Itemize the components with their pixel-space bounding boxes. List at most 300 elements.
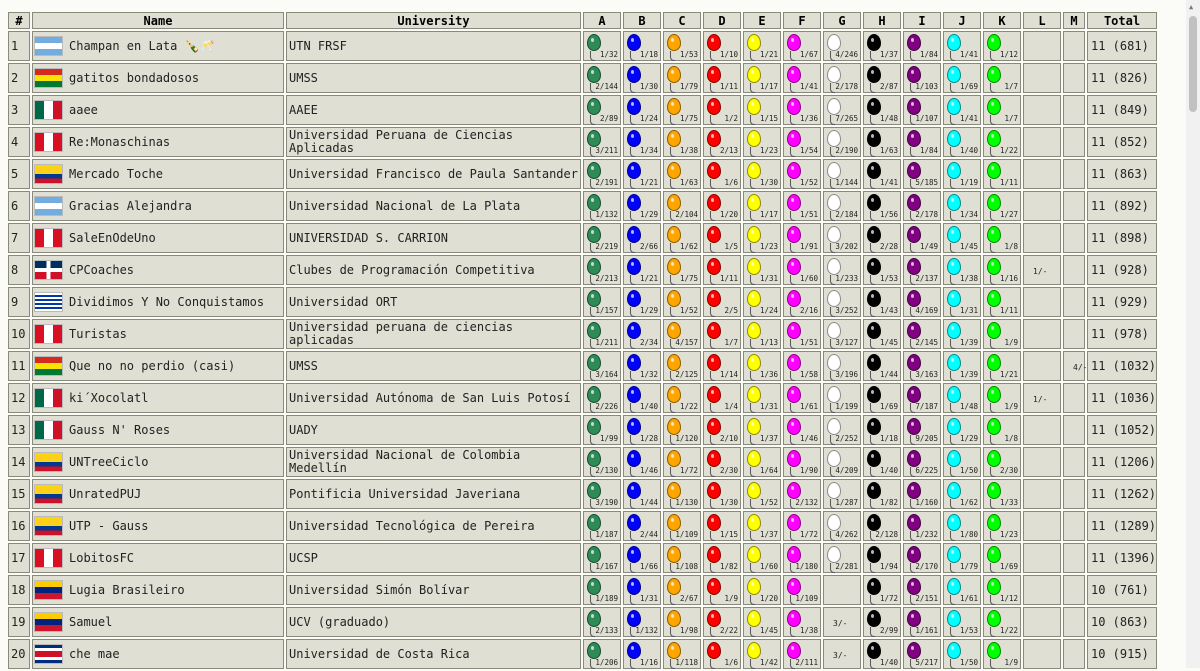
problem-cell-h[interactable] — [863, 415, 901, 445]
problem-cell-h[interactable] — [863, 575, 901, 605]
problem-cell-m[interactable] — [1063, 607, 1085, 637]
problem-cell-g[interactable] — [823, 191, 861, 221]
problem-cell-c[interactable] — [663, 127, 701, 157]
problem-cell-i[interactable] — [903, 159, 941, 189]
problem-cell-m[interactable] — [1063, 223, 1085, 253]
problem-cell-g[interactable] — [823, 159, 861, 189]
problem-cell-h[interactable] — [863, 319, 901, 349]
problem-cell-m[interactable] — [1063, 63, 1085, 93]
problem-cell-k[interactable] — [983, 223, 1021, 253]
problem-cell-h[interactable] — [863, 351, 901, 381]
problem-cell-l[interactable] — [1023, 159, 1061, 189]
problem-cell-e[interactable] — [743, 287, 781, 317]
problem-cell-i[interactable] — [903, 63, 941, 93]
problem-cell-c[interactable] — [663, 511, 701, 541]
problem-cell-e[interactable] — [743, 447, 781, 477]
problem-cell-g[interactable] — [823, 95, 861, 125]
problem-cell-m[interactable] — [1063, 319, 1085, 349]
problem-cell-c[interactable] — [663, 95, 701, 125]
problem-cell-l[interactable] — [1023, 255, 1061, 285]
problem-cell-b[interactable] — [623, 95, 661, 125]
problem-cell-k[interactable] — [983, 351, 1021, 381]
problem-cell-c[interactable] — [663, 639, 701, 669]
problem-cell-m[interactable] — [1063, 95, 1085, 125]
problem-cell-j[interactable] — [943, 575, 981, 605]
problem-cell-h[interactable] — [863, 191, 901, 221]
problem-cell-j[interactable] — [943, 415, 981, 445]
problem-header-f[interactable]: F — [783, 12, 821, 29]
problem-cell-f[interactable] — [783, 607, 821, 637]
problem-cell-b[interactable] — [623, 63, 661, 93]
problem-cell-e[interactable] — [743, 127, 781, 157]
problem-cell-j[interactable] — [943, 351, 981, 381]
problem-cell-m[interactable] — [1063, 255, 1085, 285]
problem-cell-j[interactable] — [943, 543, 981, 573]
problem-cell-a[interactable] — [583, 543, 621, 573]
problem-cell-i[interactable] — [903, 479, 941, 509]
problem-cell-j[interactable] — [943, 95, 981, 125]
problem-cell-g[interactable] — [823, 479, 861, 509]
team-name[interactable]: Samuel — [69, 615, 113, 629]
problem-cell-d[interactable] — [703, 607, 741, 637]
problem-cell-f[interactable] — [783, 159, 821, 189]
team-name[interactable]: LobitosFC — [69, 551, 135, 565]
problem-cell-l[interactable] — [1023, 543, 1061, 573]
problem-cell-k[interactable] — [983, 511, 1021, 541]
team-name[interactable]: CPCoaches — [69, 263, 135, 277]
problem-cell-h[interactable] — [863, 383, 901, 413]
problem-cell-i[interactable] — [903, 607, 941, 637]
problem-cell-a[interactable] — [583, 479, 621, 509]
problem-cell-f[interactable] — [783, 319, 821, 349]
problem-cell-k[interactable] — [983, 479, 1021, 509]
problem-cell-c[interactable] — [663, 319, 701, 349]
team-name[interactable]: Mercado Toche — [69, 167, 163, 181]
problem-cell-e[interactable] — [743, 511, 781, 541]
team-name[interactable]: Que no no perdio (casi) — [69, 359, 236, 373]
problem-cell-l[interactable] — [1023, 575, 1061, 605]
problem-cell-i[interactable] — [903, 575, 941, 605]
problem-cell-e[interactable] — [743, 639, 781, 669]
problem-cell-j[interactable] — [943, 639, 981, 669]
problem-cell-k[interactable] — [983, 63, 1021, 93]
problem-cell-d[interactable] — [703, 543, 741, 573]
problem-cell-i[interactable] — [903, 191, 941, 221]
problem-cell-j[interactable] — [943, 607, 981, 637]
problem-cell-d[interactable] — [703, 511, 741, 541]
problem-cell-i[interactable] — [903, 447, 941, 477]
problem-cell-j[interactable] — [943, 127, 981, 157]
problem-cell-i[interactable] — [903, 319, 941, 349]
problem-cell-k[interactable] — [983, 127, 1021, 157]
problem-cell-j[interactable] — [943, 287, 981, 317]
problem-cell-d[interactable] — [703, 63, 741, 93]
problem-cell-b[interactable] — [623, 159, 661, 189]
problem-cell-f[interactable] — [783, 223, 821, 253]
problem-cell-f[interactable] — [783, 31, 821, 61]
problem-cell-g[interactable] — [823, 223, 861, 253]
problem-cell-a[interactable] — [583, 383, 621, 413]
problem-cell-f[interactable] — [783, 543, 821, 573]
problem-cell-c[interactable] — [663, 415, 701, 445]
problem-cell-k[interactable] — [983, 191, 1021, 221]
problem-cell-f[interactable] — [783, 511, 821, 541]
problem-cell-a[interactable] — [583, 95, 621, 125]
problem-cell-i[interactable] — [903, 639, 941, 669]
problem-cell-f[interactable] — [783, 287, 821, 317]
team-name[interactable]: Gauss N' Roses — [69, 423, 171, 437]
problem-cell-g[interactable] — [823, 255, 861, 285]
problem-cell-b[interactable] — [623, 127, 661, 157]
problem-cell-h[interactable] — [863, 63, 901, 93]
problem-cell-h[interactable] — [863, 127, 901, 157]
problem-cell-a[interactable] — [583, 63, 621, 93]
problem-cell-b[interactable] — [623, 255, 661, 285]
problem-cell-a[interactable] — [583, 191, 621, 221]
problem-cell-k[interactable] — [983, 159, 1021, 189]
problem-cell-e[interactable] — [743, 383, 781, 413]
problem-cell-m[interactable] — [1063, 31, 1085, 61]
problem-cell-h[interactable] — [863, 447, 901, 477]
problem-cell-m[interactable] — [1063, 511, 1085, 541]
problem-cell-g[interactable] — [823, 575, 861, 605]
problem-cell-g[interactable] — [823, 447, 861, 477]
problem-cell-e[interactable] — [743, 351, 781, 381]
team-name[interactable]: ki´Xocolatl — [69, 391, 149, 405]
problem-cell-k[interactable] — [983, 575, 1021, 605]
problem-cell-g[interactable] — [823, 639, 861, 669]
problem-cell-j[interactable] — [943, 511, 981, 541]
problem-cell-c[interactable] — [663, 255, 701, 285]
problem-cell-j[interactable] — [943, 159, 981, 189]
problem-cell-m[interactable] — [1063, 127, 1085, 157]
problem-cell-g[interactable] — [823, 31, 861, 61]
problem-cell-b[interactable] — [623, 543, 661, 573]
problem-cell-c[interactable] — [663, 31, 701, 61]
problem-cell-m[interactable] — [1063, 415, 1085, 445]
problem-cell-a[interactable] — [583, 287, 621, 317]
problem-cell-a[interactable] — [583, 31, 621, 61]
problem-cell-d[interactable] — [703, 95, 741, 125]
page-scrollbar[interactable] — [1186, 0, 1200, 668]
problem-cell-h[interactable] — [863, 95, 901, 125]
problem-cell-k[interactable] — [983, 319, 1021, 349]
problem-cell-i[interactable] — [903, 95, 941, 125]
problem-cell-i[interactable] — [903, 351, 941, 381]
problem-cell-c[interactable] — [663, 607, 701, 637]
problem-cell-b[interactable] — [623, 31, 661, 61]
problem-cell-b[interactable] — [623, 351, 661, 381]
problem-cell-h[interactable] — [863, 607, 901, 637]
problem-cell-k[interactable] — [983, 95, 1021, 125]
team-name[interactable]: aaee — [69, 103, 98, 117]
problem-cell-j[interactable] — [943, 31, 981, 61]
team-name[interactable]: Lugia Brasileiro — [69, 583, 185, 597]
team-name[interactable]: Re:Monaschinas — [69, 135, 171, 149]
problem-header-e[interactable]: E — [743, 12, 781, 29]
problem-cell-d[interactable] — [703, 159, 741, 189]
problem-cell-k[interactable] — [983, 287, 1021, 317]
team-name[interactable]: gatitos bondadosos — [69, 71, 200, 85]
problem-cell-c[interactable] — [663, 287, 701, 317]
problem-cell-m[interactable] — [1063, 159, 1085, 189]
team-name[interactable]: Champan en Lata 🍾🥂 — [69, 39, 215, 53]
problem-cell-l[interactable] — [1023, 223, 1061, 253]
problem-cell-l[interactable] — [1023, 191, 1061, 221]
problem-cell-c[interactable] — [663, 63, 701, 93]
problem-cell-a[interactable] — [583, 415, 621, 445]
problem-cell-f[interactable] — [783, 351, 821, 381]
problem-cell-a[interactable] — [583, 127, 621, 157]
problem-cell-h[interactable] — [863, 31, 901, 61]
problem-header-l[interactable]: L — [1023, 12, 1061, 29]
problem-cell-c[interactable] — [663, 159, 701, 189]
problem-cell-d[interactable] — [703, 319, 741, 349]
problem-cell-c[interactable] — [663, 351, 701, 381]
problem-cell-l[interactable] — [1023, 511, 1061, 541]
problem-cell-d[interactable] — [703, 447, 741, 477]
problem-cell-d[interactable] — [703, 639, 741, 669]
problem-cell-a[interactable] — [583, 159, 621, 189]
problem-cell-l[interactable] — [1023, 415, 1061, 445]
problem-header-b[interactable]: B — [623, 12, 661, 29]
problem-cell-d[interactable] — [703, 127, 741, 157]
problem-cell-e[interactable] — [743, 191, 781, 221]
problem-cell-a[interactable] — [583, 575, 621, 605]
problem-cell-a[interactable] — [583, 319, 621, 349]
problem-cell-e[interactable] — [743, 31, 781, 61]
problem-cell-a[interactable] — [583, 223, 621, 253]
problem-cell-k[interactable] — [983, 383, 1021, 413]
team-name[interactable]: UNTreeCiclo — [69, 455, 149, 469]
problem-header-c[interactable]: C — [663, 12, 701, 29]
problem-cell-m[interactable] — [1063, 543, 1085, 573]
team-name[interactable]: che mae — [69, 647, 120, 661]
problem-cell-d[interactable] — [703, 575, 741, 605]
problem-cell-k[interactable] — [983, 447, 1021, 477]
problem-cell-c[interactable] — [663, 191, 701, 221]
problem-cell-d[interactable] — [703, 223, 741, 253]
problem-cell-m[interactable] — [1063, 351, 1088, 381]
problem-cell-f[interactable] — [783, 127, 821, 157]
problem-cell-m[interactable] — [1063, 575, 1085, 605]
problem-cell-f[interactable] — [783, 479, 821, 509]
problem-cell-i[interactable] — [903, 415, 941, 445]
problem-cell-l[interactable] — [1023, 383, 1061, 413]
problem-cell-j[interactable] — [943, 223, 981, 253]
problem-cell-l[interactable] — [1023, 447, 1061, 477]
problem-cell-d[interactable] — [703, 415, 741, 445]
problem-cell-l[interactable] — [1023, 287, 1061, 317]
problem-cell-h[interactable] — [863, 639, 901, 669]
scrollbar-thumb[interactable] — [1189, 16, 1197, 112]
problem-cell-f[interactable] — [783, 575, 821, 605]
problem-cell-e[interactable] — [743, 543, 781, 573]
problem-cell-g[interactable] — [823, 543, 861, 573]
problem-header-i[interactable]: I — [903, 12, 941, 29]
problem-cell-j[interactable] — [943, 479, 981, 509]
problem-cell-e[interactable] — [743, 95, 781, 125]
problem-cell-l[interactable] — [1023, 607, 1061, 637]
problem-cell-d[interactable] — [703, 255, 741, 285]
problem-header-a[interactable]: A — [583, 12, 621, 29]
problem-cell-a[interactable] — [583, 607, 621, 637]
problem-cell-g[interactable] — [823, 415, 861, 445]
problem-cell-f[interactable] — [783, 415, 821, 445]
problem-cell-i[interactable] — [903, 255, 941, 285]
problem-cell-a[interactable] — [583, 351, 621, 381]
team-name[interactable]: UTP - Gauss — [69, 519, 149, 533]
team-name[interactable]: UnratedPUJ — [69, 487, 142, 501]
problem-cell-c[interactable] — [663, 543, 701, 573]
problem-cell-l[interactable] — [1023, 31, 1061, 61]
problem-cell-l[interactable] — [1023, 63, 1061, 93]
team-name[interactable]: SaleEnOdeUno — [69, 231, 156, 245]
problem-cell-j[interactable] — [943, 319, 981, 349]
problem-header-k[interactable]: K — [983, 12, 1021, 29]
problem-cell-a[interactable] — [583, 639, 621, 669]
problem-cell-l[interactable] — [1023, 319, 1061, 349]
problem-cell-m[interactable] — [1063, 479, 1085, 509]
problem-cell-c[interactable] — [663, 447, 701, 477]
problem-score: 1/24 — [639, 114, 658, 123]
problem-cell-e[interactable] — [743, 159, 781, 189]
problem-cell-f[interactable] — [783, 95, 821, 125]
balloon-icon — [627, 354, 641, 371]
problem-cell-f[interactable] — [783, 255, 821, 285]
problem-cell-g[interactable] — [823, 319, 861, 349]
team-name[interactable]: Gracias Alejandra — [69, 199, 192, 213]
problem-header-g[interactable]: G — [823, 12, 861, 29]
scroll-up-arrow-icon[interactable]: ▲ — [1189, 3, 1194, 11]
problem-cell-j[interactable] — [943, 447, 981, 477]
problem-cell-a[interactable] — [583, 511, 621, 541]
problem-cell-k[interactable] — [983, 31, 1021, 61]
problem-header-h[interactable]: H — [863, 12, 901, 29]
problem-cell-b[interactable] — [623, 191, 661, 221]
problem-cell-h[interactable] — [863, 287, 901, 317]
problem-cell-k[interactable] — [983, 415, 1021, 445]
problem-cell-b[interactable] — [623, 639, 661, 669]
problem-cell-d[interactable] — [703, 287, 741, 317]
problem-cell-k[interactable] — [983, 255, 1021, 285]
problem-cell-e[interactable] — [743, 63, 781, 93]
problem-cell-m[interactable] — [1063, 639, 1085, 669]
team-name[interactable]: Dividimos Y No Conquistamos — [69, 295, 265, 309]
problem-cell-l[interactable] — [1023, 479, 1061, 509]
problem-cell-b[interactable] — [623, 223, 661, 253]
problem-cell-g[interactable] — [823, 127, 861, 157]
problem-cell-a[interactable] — [583, 447, 621, 477]
problem-cell-h[interactable] — [863, 223, 901, 253]
problem-cell-f[interactable] — [783, 447, 821, 477]
problem-header-m[interactable]: M — [1063, 12, 1085, 29]
problem-cell-d[interactable] — [703, 191, 741, 221]
problem-cell-f[interactable] — [783, 383, 821, 413]
problem-cell-h[interactable] — [863, 255, 901, 285]
problem-cell-g[interactable] — [823, 511, 861, 541]
problem-cell-k[interactable] — [983, 607, 1021, 637]
problem-cell-a[interactable] — [583, 255, 621, 285]
problem-cell-b[interactable] — [623, 415, 661, 445]
problem-cell-g[interactable] — [823, 287, 861, 317]
problem-cell-i[interactable] — [903, 127, 941, 157]
team-name[interactable]: Turistas — [69, 327, 127, 341]
problem-cell-l[interactable] — [1023, 127, 1061, 157]
problem-cell-d[interactable] — [703, 351, 741, 381]
problem-cell-f[interactable] — [783, 639, 821, 669]
problem-cell-e[interactable] — [743, 223, 781, 253]
problem-cell-f[interactable] — [783, 191, 821, 221]
problem-cell-c[interactable] — [663, 223, 701, 253]
problem-cell-g[interactable] — [823, 607, 861, 637]
problem-cell-i[interactable] — [903, 31, 941, 61]
problem-cell-b[interactable] — [623, 287, 661, 317]
problem-cell-i[interactable] — [903, 287, 941, 317]
problem-cell-i[interactable] — [903, 223, 941, 253]
problem-cell-m[interactable] — [1063, 191, 1085, 221]
problem-cell-m[interactable] — [1063, 287, 1085, 317]
problem-cell-m[interactable] — [1063, 383, 1085, 413]
problem-cell-e[interactable] — [743, 575, 781, 605]
problem-cell-h[interactable] — [863, 543, 901, 573]
problem-cell-d[interactable] — [703, 383, 741, 413]
problem-cell-c[interactable] — [663, 383, 701, 413]
problem-cell-h[interactable] — [863, 479, 901, 509]
problem-cell-b[interactable] — [623, 511, 661, 541]
problem-cell-f[interactable] — [783, 63, 821, 93]
problem-cell-k[interactable] — [983, 543, 1021, 573]
problem-cell-b[interactable] — [623, 479, 661, 509]
problem-cell-k[interactable] — [983, 639, 1021, 669]
problem-score: 1/160 — [915, 498, 938, 507]
problem-cell-b[interactable] — [623, 575, 661, 605]
problem-cell-g[interactable] — [823, 383, 861, 413]
problem-cell-l[interactable] — [1023, 95, 1061, 125]
balloon-icon — [587, 322, 601, 339]
problem-cell-j[interactable] — [943, 63, 981, 93]
problem-cell-h[interactable] — [863, 511, 901, 541]
problem-cell-e[interactable] — [743, 319, 781, 349]
problem-cell-b[interactable] — [623, 447, 661, 477]
problem-cell-l[interactable] — [1023, 351, 1061, 381]
problem-cell-g[interactable] — [823, 63, 861, 93]
problem-cell-i[interactable] — [903, 511, 941, 541]
problem-cell-e[interactable] — [743, 607, 781, 637]
problem-cell-e[interactable] — [743, 415, 781, 445]
problem-cell-m[interactable] — [1063, 447, 1085, 477]
problem-cell-h[interactable] — [863, 159, 901, 189]
problem-header-j[interactable]: J — [943, 12, 981, 29]
problem-cell-g[interactable] — [823, 351, 861, 381]
problem-cell-i[interactable] — [903, 383, 941, 413]
problem-cell-l[interactable] — [1023, 639, 1061, 669]
problem-cell-d[interactable] — [703, 479, 741, 509]
problem-cell-e[interactable] — [743, 255, 781, 285]
problem-cell-b[interactable] — [623, 383, 661, 413]
problem-cell-j[interactable] — [943, 191, 981, 221]
problem-cell-c[interactable] — [663, 479, 701, 509]
problem-cell-d[interactable] — [703, 31, 741, 61]
problem-header-d[interactable]: D — [703, 12, 741, 29]
problem-cell-j[interactable] — [943, 255, 981, 285]
problem-cell-i[interactable] — [903, 543, 941, 573]
problem-cell-b[interactable] — [623, 607, 661, 637]
problem-cell-b[interactable] — [623, 319, 661, 349]
problem-cell-c[interactable] — [663, 575, 701, 605]
problem-cell-e[interactable] — [743, 479, 781, 509]
problem-cell-j[interactable] — [943, 383, 981, 413]
